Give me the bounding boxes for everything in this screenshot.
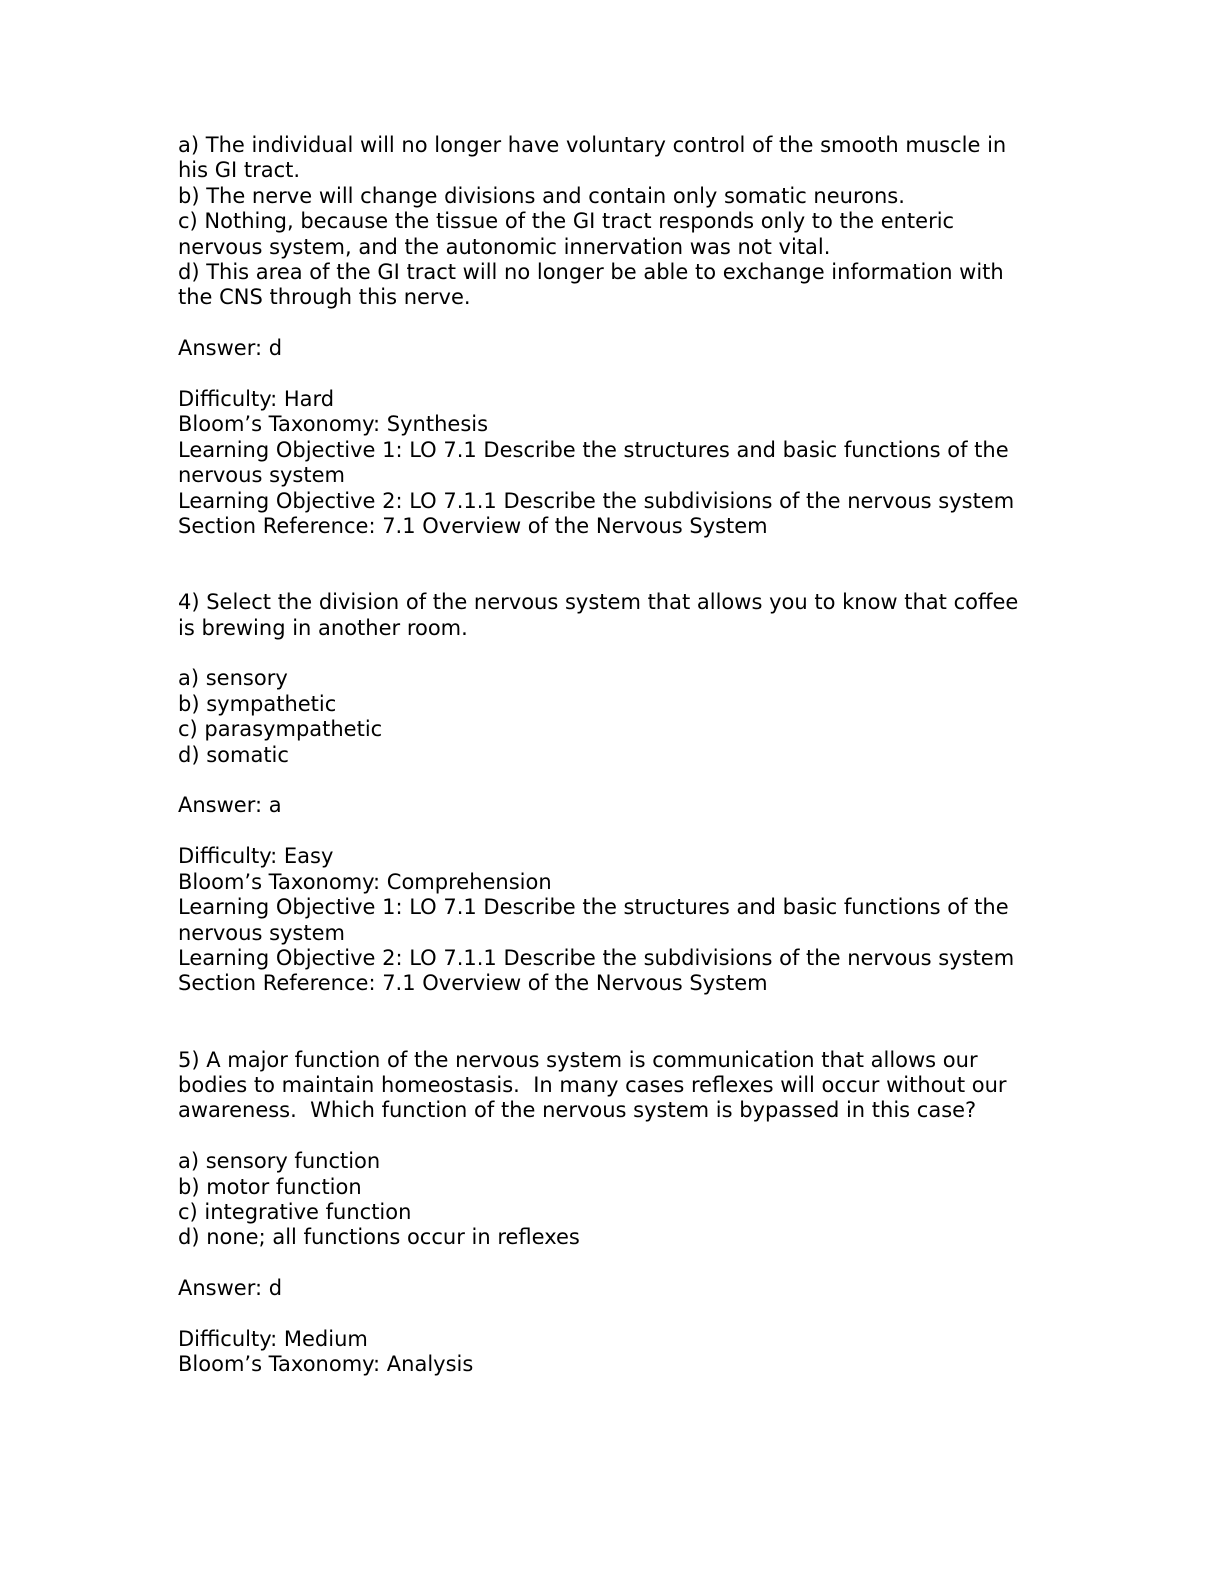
question-5-text: 5) A major function of the nervous system is communication that allows our bodies to maintain homeostasis. In many cases reflexes will occur without our awareness. Which function of the nervous system is bypassed in this case? [178, 1047, 1014, 1123]
option-d: d) none; all functions occur in reflexes [178, 1225, 580, 1250]
option-c: c) parasympathetic [178, 717, 383, 742]
blooms-taxonomy-line: Bloom’s Taxonomy: Synthesis [178, 412, 489, 437]
question-4-text: 4) Select the division of the nervous system that allows you to know that coffee is brewing in another room. [178, 590, 1025, 640]
question-4-metadata [178, 844, 1038, 996]
section-reference: Section Reference: 7.1 Overview of the Nervous System [178, 514, 768, 539]
question-5-options [178, 1149, 1038, 1251]
question-4-options [178, 666, 1038, 768]
question-3-options [178, 133, 1038, 311]
option-a: a) The individual will no longer have voluntary control of the smooth muscle in his GI tract. [178, 133, 1013, 183]
learning-objective-1: Learning Objective 1: LO 7.1 Describe the structures and basic functions of the nervous system [178, 895, 1016, 945]
answer-line: Answer: d [178, 336, 283, 361]
option-b: b) The nerve will change divisions and contain only somatic neurons. [178, 183, 905, 208]
blooms-taxonomy-line: Bloom’s Taxonomy: Analysis [178, 1352, 474, 1377]
question-5-metadata [178, 1327, 1038, 1378]
option-c: c) integrative function [178, 1199, 412, 1224]
section-reference: Section Reference: 7.1 Overview of the Nervous System [178, 971, 768, 996]
option-c: c) Nothing, because the tissue of the GI tract responds only to the enteric nervous system, and the autonomic innervation was not vital. [178, 209, 961, 259]
learning-objective-2: Learning Objective 2: LO 7.1.1 Describe the subdivisions of the nervous system [178, 945, 1015, 970]
difficulty-line: Difficulty: Hard [178, 387, 335, 412]
option-d: d) somatic [178, 742, 289, 767]
option-d: d) This area of the GI tract will no longer be able to exchange information with the CNS through this nerve. [178, 260, 1011, 310]
option-b: b) sympathetic [178, 691, 337, 716]
learning-objective-1: Learning Objective 1: LO 7.1 Describe the structures and basic functions of the nervous system [178, 437, 1016, 488]
answer-line: Answer: d [178, 1276, 283, 1301]
option-b: b) motor function [178, 1174, 362, 1199]
blooms-taxonomy-line: Bloom’s Taxonomy: Comprehension [178, 869, 552, 894]
document-page [178, 133, 1038, 1378]
option-a: a) sensory function [178, 1149, 381, 1174]
difficulty-line: Difficulty: Easy [178, 844, 334, 869]
question-3-metadata [178, 387, 1038, 539]
difficulty-line: Difficulty: Medium [178, 1326, 368, 1351]
answer-line: Answer: a [178, 793, 282, 818]
learning-objective-2: Learning Objective 2: LO 7.1.1 Describe the subdivisions of the nervous system [178, 488, 1015, 513]
option-a: a) sensory [178, 666, 288, 691]
